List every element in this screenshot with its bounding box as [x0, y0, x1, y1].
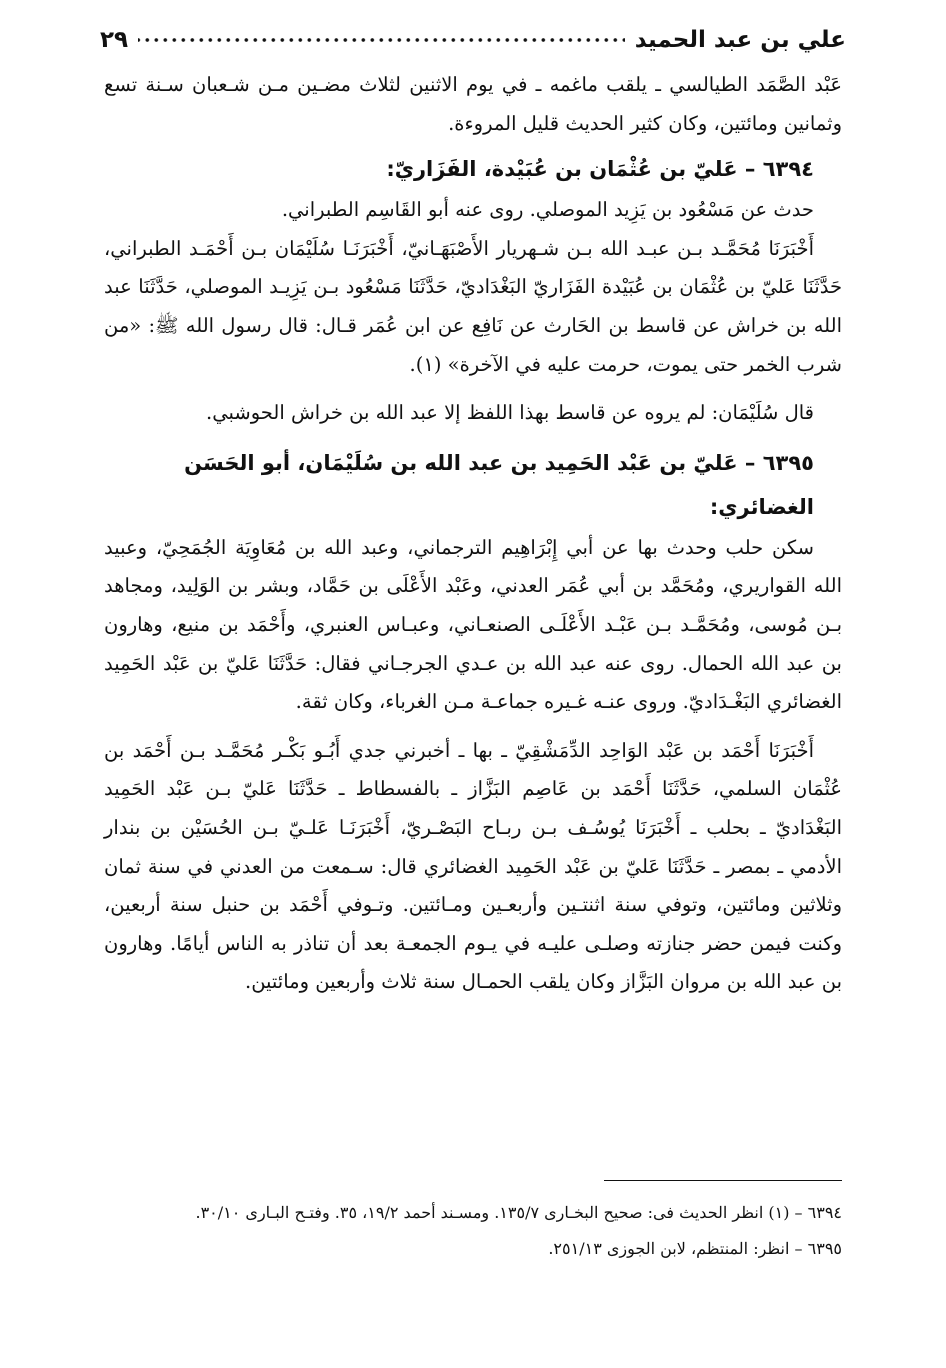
entry-6395-paragraph-1: سكن حلب وحدث بها عن أبي إِبْرَاهِيم الترجماني، وعبد الله بن مُعَاوِيَة الجُمَحِيّ، وعبيد الله القواريري، ومُحَمَّد بن أبي عُمَر العدني، وعَبْد الأَعْلَى بن حَمَّاد، وبشر بن الوَلِيد، ومجاهد بـن مُوسى، ومُحَمَّـد بـن عَبْـد الأَعْلَـى الصنعـاني، وعبـاس العنبري، وأَحْمَد بن منيع، وهارون بن عبد الله الحمال. روى عنه عبد الله بن عـدي الجرجـاني فقال: حَدَّثَنَا عَليّ بن عَبْد الحَمِيد الغضائري البَغْـدَاديّ. وروى عنـه غـيره جماعـة مـن الغرباء، وكان ثقة.	[104, 535, 842, 714]
main-text	[104, 66, 842, 1002]
running-title: علي بن عبد الحميد	[634, 27, 846, 53]
dotted-leader	[138, 36, 625, 44]
entry-heading-6394: ٦٣٩٤ – عَليّ بن عُثْمَان بن عُبَيْدة، الفَزَاريّ:	[386, 157, 814, 182]
footnote-6395: ٦٣٩٥ – انظر: المنتظم، لابن الجوزى ٢٥١/١٣.	[548, 1239, 842, 1258]
entry-6394-paragraph-1: حدث عن مَسْعُود بن يَزِيد الموصلي. روى عنه أبو القَاسِم الطبراني.	[281, 198, 814, 222]
footnote-separator	[604, 1180, 842, 1181]
page-header	[100, 22, 846, 58]
entry-heading-6395: ٦٣٩٥ – عَليّ بن عَبْد الحَمِيد بن عبد الله بن سُلَيْمَان، أبو الحَسَن الغضائري:	[184, 450, 814, 519]
intro-paragraph: عَبْد الصَّمَد الطيالسي ـ يلقب ماغمه ـ في يوم الاثنين لثلاث مضـين مـن شـعبان سـنة تسع وثمانين ومائتين، وكان كثير الحديث قليل المروءة.	[104, 73, 842, 135]
footnotes	[104, 1198, 842, 1264]
entry-6394-paragraph-2: أَخْبَرَنَا مُحَمَّـد بـن عبـد الله بـن شـهريار الأَصْبَهَـانيّ، أَخْبَرَنَـا سُلَيْمَان بـن أَحْمَـد الطبراني، حَدَّثَنَا عَليّ بن عُثْمَان بن عُبَيْدة الفَزَاريّ البَغْدَاديّ، حَدَّثَنَا مَسْعُود بـن يَزِيـد الموصلي، حَدَّثَنَا عبد الله بن خراش عن قاسط بن الحَارث عن نَافِع عن ابن عُمَر قـال: قال رسول الله ﷺ: «من شرب الخمر حتى يموت، حرمت عليه في الآخرة» (١).	[104, 236, 842, 376]
entry-6395-paragraph-2: أَخْبَرَنَا أَحْمَد بن عَبْد الوَاحِد الدِّمَشْقِيّ ـ بها ـ أخبرني جدي أَبُـو بَكْـر مُحَمَّـد بـن أَحْمَد بن عُثْمَان السلمي، حَدَّثَنَا أَحْمَد بن عَاصِم البَزَّاز ـ بالفسطاط ـ حَدَّثَنَا عَليّ بـن عَبْد الحَمِيد البَغْدَاديّ ـ بحلب ـ أَخْبَرَنَا يُوسُـف بـن ربـاح البَصْـريّ، أَخْبَرَنَـا عَلـيّ بـن الحُسَيْن بن بندار الأدمي ـ بمصر ـ حَدَّثَنَا عَليّ بن عَبْد الحَمِيد الغضائري قال: سـمعت من العدني في سنة ثمان وثلاثين ومائتين، وتوفي سنة اثنتـين وأربعـين ومـائتين. وتـوفي أَحْمَد بن حنبل سنة أربعين، وكنت فيمن حضر جنازته وصلـى عليـه في يـوم الجمعـة بعد أن تناذر به الناس أيامًا. وهارون بن عبد الله بن مروان البَزَّاز وكان يلقب الحمـال سنة ثلاث وأربعين ومائتين.	[104, 738, 842, 994]
footnote-6394: ٦٣٩٤ – (١) انظر الحديث فى: صحيح البخـارى ١٣٥/٧. ومسـند أحمد ١٩/٢، ٣٥. وفتـح البـارى ٣٠/١٠.	[195, 1203, 842, 1222]
entry-6394-paragraph-3: قال سُلَيْمَان: لم يروه عن قاسط بهذا اللفظ إلا عبد الله بن خراش الحوشبي.	[206, 401, 814, 425]
page-number: ٢٩	[100, 27, 129, 53]
